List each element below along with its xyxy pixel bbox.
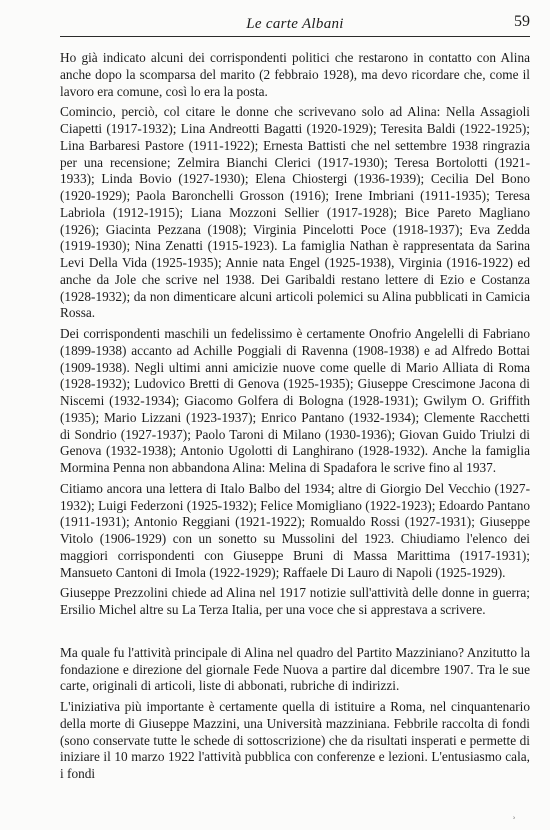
body-text [60, 50, 530, 787]
page-number: 59 [514, 13, 530, 30]
paragraph: Citiamo ancora una lettera di Italo Balbo del 1934; altre di Giorgio Del Vecchio (1927-1932); Luigi Federzoni (1925-1932); Felice Momigliano (1922-1923); Edoardo Pantano (1911-1931); Antonio Reggiani (1921-1922); Romualdo Rossi (1927-1931); Giuseppe Vitolo (1906-1929) con un sonetto su Mussolini del 1923. Chiudiamo l'elenco dei maggiori corrispondenti con Giuseppe Bruni di Massa Marittima (1917-1931); Mansueto Cantoni di Imola (1922-1929); Raffaele Di Lauro di Napoli (1925-1929). [60, 480, 530, 580]
paragraph: Comincio, perciò, col citare le donne che scrivevano solo ad Alina: Nella Assagioli Ciapetti (1917-1932); Lina Andreotti Bagatti (1920-1929); Teresita Baldi (1922-1925); Lina Barbaresi Pastore (1911-1922); Ernesta Battisti che nel settembre 1938 ringrazia per una recensione; Zelmira Bianchi Clerici (1917-1930); Teresa Bortolotti (1921-1933); Linda Bovio (1927-1930); Elena Chiostergi (1936-1939); Cecilia Del Bono (1920-1929); Paola Baronchelli Grosson (1916); Irene Imbriani (1911-1935); Teresa Labriola (1912-1915); Liana Mozzoni Sellier (1917-1928); Bice Pareto Magliano (1926); Giacinta Pezzana (1908); Virginia Pincelotti Poce (1918-1937); Eva Zedda (1919-1930); Nina Zenatti (1915-1923). La famiglia Nathan è rappresentata da Sarina Levi Della Vida (1925-1935); Annie nata Engel (1925-1938), Virginia (1916-1922) ed anche da Jole che scrive nel 1938. Dei Garibaldi restano lettere di Ezio e Costanza (1928-1932); da non dimenticare alcuni articoli polemici su Alina pubblicati in Camicia Rossa. [60, 104, 530, 321]
paragraph: Giuseppe Prezzolini chiede ad Alina nel 1917 notizie sull'attività delle donne in guerra; Ersilio Michel altre su La Terza Italia, per una voce che si apprestava a scrivere. [60, 585, 530, 617]
paragraph: Dei corrispondenti maschili un fedelissimo è certamente Onofrio Angelelli di Fabriano (1899-1938) accanto ad Achille Poggiali di Ravenna (1908-1938) e ad Alfredo Bottai (1909-1938). Negli ultimi anni amicizie nuove come quelle di Mario Alliata di Roma (1928-1932); Ludovico Bretti di Genova (1925-1935); Giuseppe Crescimone Jacona di Niscemi (1932-1934); Giacomo Golfera di Bologna (1928-1931); Gwilym O. Griffith (1935); Mario Lizzani (1923-1937); Enrico Pantano (1932-1934); Clemente Racchetti di Sondrio (1927-1937); Paolo Taroni di Milano (1930-1936); Giovan Guido Triulzi di Genova (1932-1938); Antonio Ugolotti di Langhirano (1928-1932). Anche la famiglia Mormina Penna non abbandona Alina: Melina di Spadafora le scrive fino al 1937. [60, 326, 530, 475]
section-break [60, 623, 530, 645]
paragraph: L'iniziativa più importante è certamente quella di istituire a Roma, nel cinquantenario della morte di Giuseppe Mazzini, una Università mazziniana. Febbrile raccolta di fondi (sono conservate tutte le schede di sottoscrizione) che da risultati insperati e permette di iniziare il 10 marzo 1922 l'attività pubblica con conferenze e lezioni. L'entusiasmo cala, i fondi [60, 699, 530, 781]
stray-mark: ʾ [512, 814, 516, 828]
paragraph: Ma quale fu l'attività principale di Alina nel quadro del Partito Mazziniano? Anzitutto la fondazione e direzione del giornale Fede Nuova a partire dal dicembre 1907. Tra le sue carte, originali di articoli, liste di abbonati, rubriche di indirizzi. [60, 644, 530, 694]
running-title: Le carte Albani [246, 16, 344, 32]
page-header [60, 10, 530, 37]
paragraph: Ho già indicato alcuni dei corrispondenti politici che restarono in contatto con Alina anche dopo la scomparsa del marito (2 febbraio 1928), ma devo ricordare che, come il lavoro era comune, così lo era la posta. [60, 50, 530, 99]
